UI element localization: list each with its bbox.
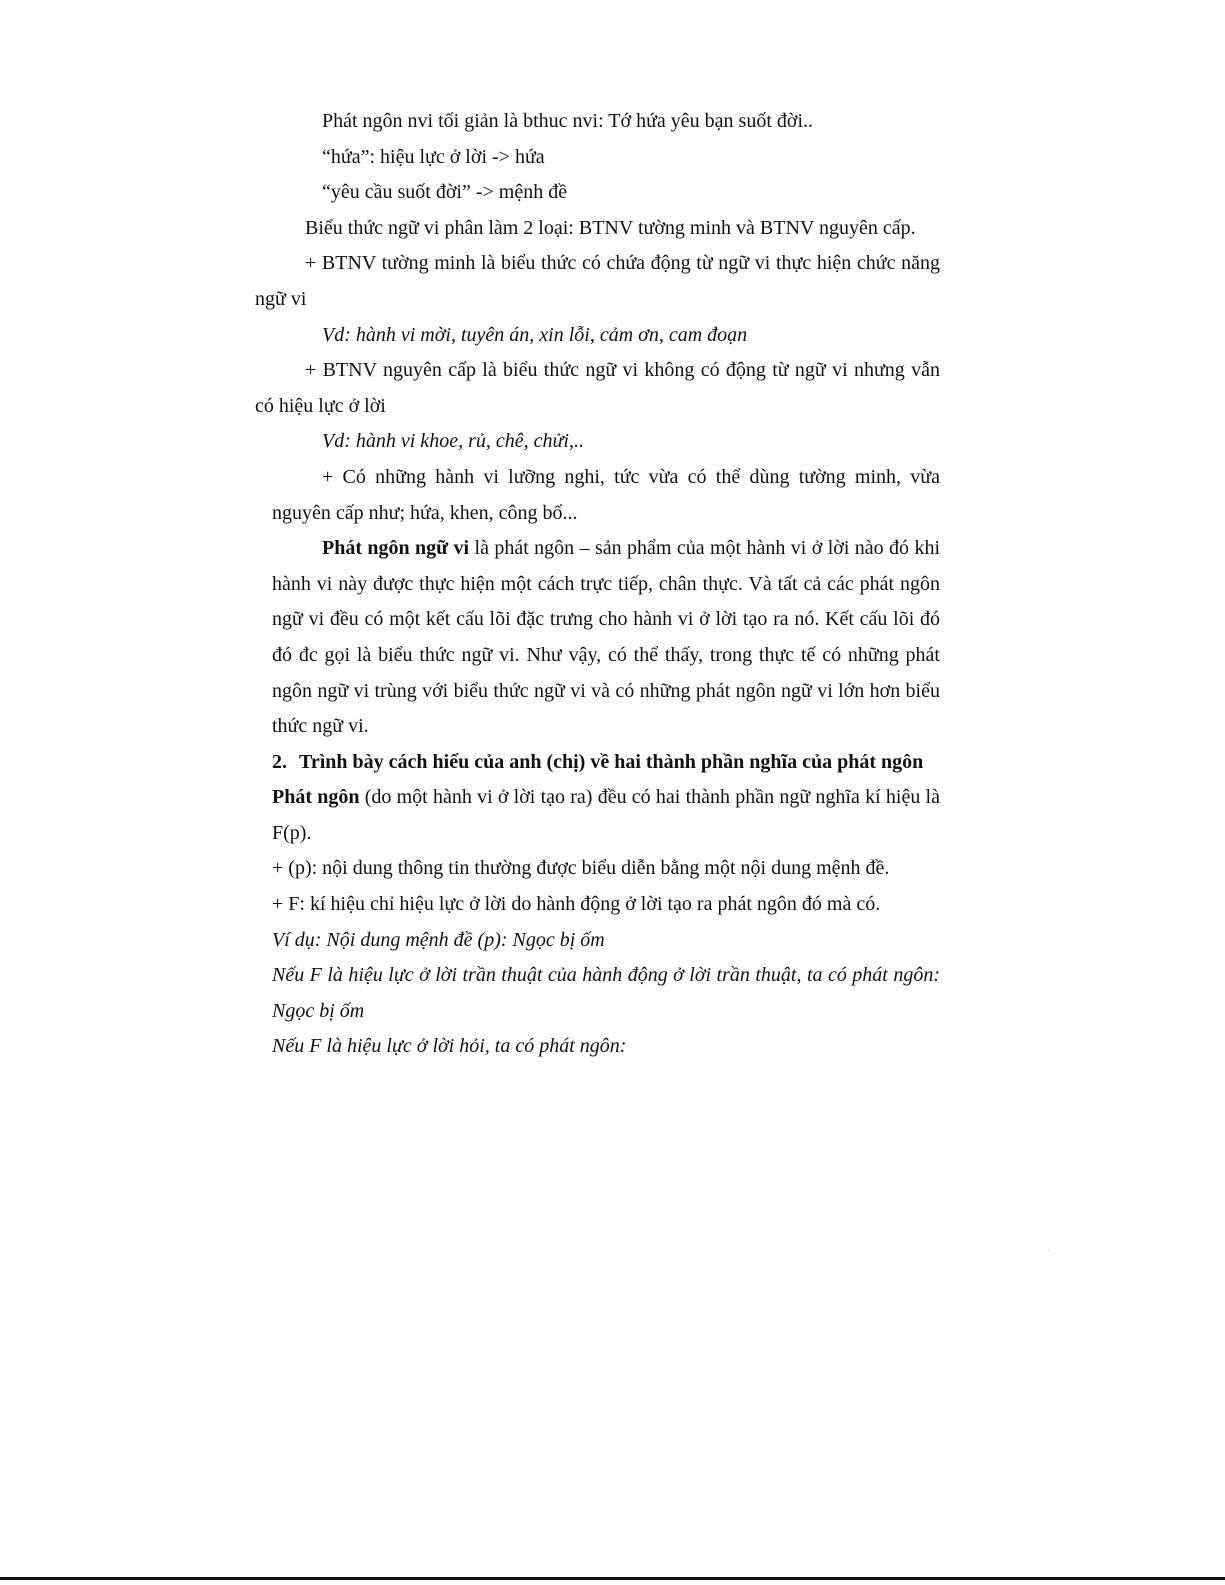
scan-speck (1048, 1250, 1049, 1251)
text-line: “hứa”: hiệu lực ở lời -> hứa (322, 145, 545, 168)
example-primary: Vd: hành vi khoe, rủ, chê, chửi,.. (322, 430, 584, 453)
text-line-p: + (p): nội dung thông tin thường được biểu diễn bằng một nội dung mệnh đề. (272, 857, 890, 880)
bottom-border (0, 1577, 1225, 1580)
section-heading (272, 745, 940, 781)
components-term: Phát ngôn (272, 786, 360, 809)
heading-number: 2. (272, 750, 287, 773)
heading-text: Trình bày cách hiểu của anh (chị) về hai thành phần nghĩa của phát ngôn (299, 750, 924, 773)
paragraph-components (272, 780, 940, 851)
definition-term: Phát ngôn ngữ vi (322, 537, 470, 560)
paragraph-btnv-types: Biểu thức ngữ vi phân làm 2 loại: BTNV tường minh và BTNV nguyên cấp. (305, 216, 916, 239)
example-question: Nếu F là hiệu lực ở lời hỏi, ta có phát ngôn: (272, 1035, 627, 1058)
example-proposition: Ví dụ: Nội dung mệnh đề (p): Ngọc bị ốm (272, 928, 605, 951)
example-statement: Nếu F là hiệu lực ở lời trần thuật của hành động ở lời trần thuật, ta có phát ngôn: Ngọc bị ốm (272, 964, 940, 1022)
text-line: “yêu cầu suốt đời” -> mệnh đề (322, 181, 568, 204)
text-line: Phát ngôn nvi tối giản là bthuc nvi: Tớ hứa yêu bạn suốt đời.. (322, 110, 814, 132)
paragraph-btnv-explicit: + BTNV tường minh là biểu thức có chứa động từ ngữ vi thực hiện chức năng ngữ vi (255, 252, 940, 310)
text-line-f: + F: kí hiệu chỉ hiệu lực ở lời do hành động ở lời tạo ra phát ngôn đó mà có. (272, 893, 881, 916)
paragraph-definition (272, 531, 940, 745)
paragraph-dual-acts: + Có những hành vi lưỡng nghi, tức vừa có thể dùng tường minh, vừa nguyên cấp như; hứa, khen, công bố... (272, 465, 940, 524)
page-content (255, 104, 940, 1065)
components-body: (do một hành vi ở lời tạo ra) đều có hai thành phần ngữ nghĩa kí hiệu là F(p). (272, 786, 940, 844)
paragraph-btnv-primary: + BTNV nguyên cấp là biểu thức ngữ vi không có động từ ngữ vi nhưng vẫn có hiệu lực ở lời (255, 359, 940, 417)
example-explicit: Vd: hành vi mời, tuyên án, xin lỗi, cảm ơn, cam đoạn (322, 323, 748, 346)
definition-body: là phát ngôn – sản phẩm của một hành vi ở lời nào đó khi hành vi này được thực hiện một cách trực tiếp, chân thực. Và tất cả các phát ngôn ngữ vi đều có một kết cấu lõi đặc trưng cho hành vi ở lời tạo ra nó. Kết cấu lõi đó đó đc gọi là biểu thức ngữ vi. Như vậy, có thể thấy, trong thực tế có những phát ngôn ngữ vi trùng với biểu thức ngữ vi và có những phát ngôn ngữ vi lớn hơn biểu thức ngữ vi. (272, 537, 940, 738)
